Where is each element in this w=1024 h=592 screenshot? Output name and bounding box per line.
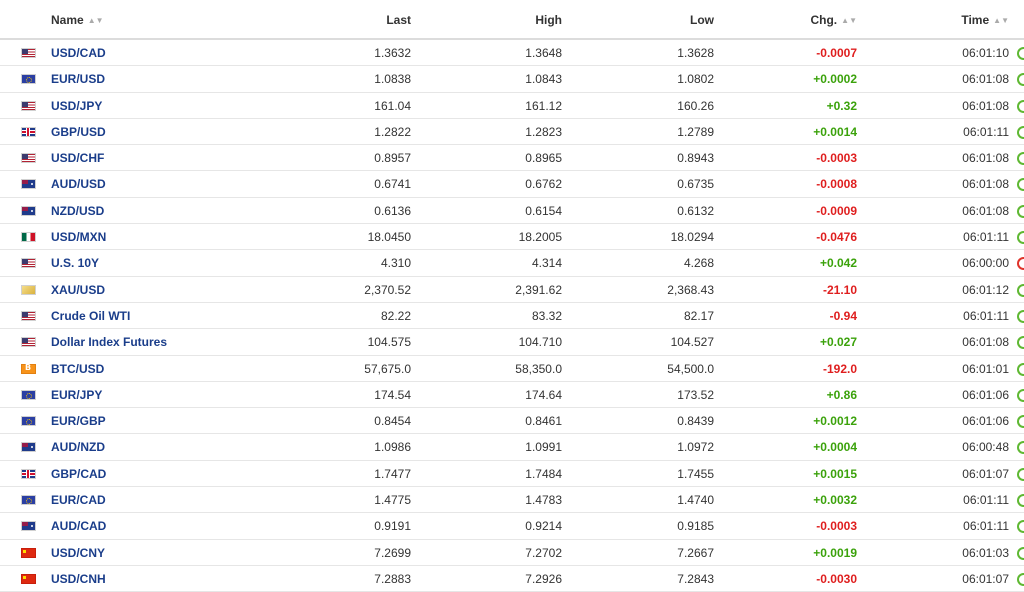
eu-flag-icon [21, 495, 36, 505]
instrument-name-link[interactable]: USD/CNY [51, 545, 106, 560]
table-row[interactable] [0, 119, 1024, 145]
table-row[interactable] [0, 461, 1024, 487]
change-value: +0.0012 [813, 414, 857, 429]
instrument-name-link[interactable]: USD/JPY [51, 98, 103, 113]
us-flag-icon [21, 101, 36, 111]
update-time: 06:01:10 [962, 46, 1009, 60]
change-value: -0.0009 [816, 203, 857, 218]
update-time: 06:01:07 [962, 466, 1009, 481]
low-price: 1.3628 [677, 46, 714, 60]
last-price: 1.4775 [374, 493, 411, 508]
col-chg-header[interactable]: Chg. ▲▼ [810, 13, 857, 27]
high-price: 1.4783 [525, 493, 562, 508]
eu-flag-icon [21, 416, 36, 426]
instrument-name-link[interactable]: BTC/USD [51, 361, 105, 376]
update-time: 06:01:08 [962, 203, 1009, 218]
us-flag-icon [21, 153, 36, 163]
update-time: 06:01:08 [962, 72, 1009, 87]
cn-flag-icon [21, 574, 36, 584]
market-status-clock-icon [1017, 310, 1024, 323]
update-time: 06:01:06 [962, 387, 1009, 402]
last-price: 104.575 [367, 335, 411, 350]
eu-flag-icon [21, 390, 36, 400]
col-high-header[interactable]: High [535, 13, 562, 27]
instrument-name-link[interactable]: GBP/USD [51, 124, 106, 139]
table-body [0, 40, 1024, 592]
last-price: 1.2822 [374, 124, 411, 139]
instrument-name-link[interactable]: USD/CAD [51, 46, 106, 60]
table-row[interactable] [0, 40, 1024, 66]
gb-flag-icon [21, 469, 36, 479]
update-time: 06:01:11 [963, 124, 1009, 139]
instrument-name-link[interactable]: USD/CHF [51, 151, 105, 166]
low-price: 160.26 [677, 98, 714, 113]
au-flag-icon [21, 442, 36, 452]
table-row[interactable] [0, 487, 1024, 513]
high-price: 7.2926 [525, 571, 562, 586]
change-value: +0.0002 [813, 72, 857, 87]
market-status-clock-icon [1017, 363, 1024, 376]
last-price: 7.2883 [374, 571, 411, 586]
us-flag-icon [21, 311, 36, 321]
market-status-clock-icon [1017, 231, 1024, 244]
high-price: 161.12 [525, 98, 562, 113]
change-value: +0.0004 [813, 440, 857, 455]
last-price: 82.22 [380, 308, 411, 323]
instrument-name-link[interactable]: Dollar Index Futures [51, 335, 168, 350]
change-value: -0.94 [829, 308, 857, 323]
instrument-name-link[interactable]: USD/MXN [51, 230, 107, 245]
col-time-header[interactable]: Time ▲▼ [961, 13, 1009, 27]
sort-icon[interactable]: ▲▼ [841, 16, 857, 25]
update-time: 06:01:11 [963, 519, 1009, 534]
table-row[interactable] [0, 434, 1024, 460]
market-status-clock-icon [1017, 257, 1024, 270]
update-time: 06:01:07 [962, 571, 1009, 586]
update-time: 06:01:08 [962, 177, 1009, 192]
market-status-clock-icon [1017, 547, 1024, 560]
change-value: -0.0003 [816, 151, 857, 166]
high-price: 0.6762 [525, 177, 562, 192]
table-row[interactable] [0, 540, 1024, 566]
table-row[interactable] [0, 303, 1024, 329]
update-time: 06:00:00 [962, 256, 1009, 271]
sort-icon[interactable]: ▲▼ [993, 16, 1009, 25]
market-status-clock-icon [1017, 205, 1024, 218]
last-price: 1.3632 [374, 46, 411, 60]
market-status-clock-icon [1017, 73, 1024, 86]
table-row[interactable] [0, 382, 1024, 408]
high-price: 1.0991 [525, 440, 562, 455]
change-value: -0.0476 [816, 230, 857, 245]
high-price: 1.0843 [525, 72, 562, 87]
low-price: 4.268 [683, 256, 714, 271]
low-price: 18.0294 [670, 230, 714, 245]
low-price: 1.7455 [677, 466, 714, 481]
last-price: 2,370.52 [364, 282, 411, 297]
au-flag-icon [21, 521, 36, 531]
instrument-name-link[interactable]: AUD/USD [51, 177, 106, 192]
instrument-name-link[interactable]: NZD/USD [51, 203, 105, 218]
high-price: 0.9214 [525, 519, 562, 534]
update-time: 06:01:12 [962, 282, 1009, 297]
high-price: 58,350.0 [515, 361, 562, 376]
update-time: 06:01:08 [962, 151, 1009, 166]
last-price: 57,675.0 [364, 361, 411, 376]
instrument-name-link[interactable]: XAU/USD [51, 282, 106, 297]
low-price: 54,500.0 [667, 361, 714, 376]
eu-flag-icon [21, 74, 36, 84]
low-price: 0.8943 [677, 151, 714, 166]
change-value: -21.10 [822, 282, 857, 297]
instrument-name-link[interactable]: EUR/USD [51, 72, 106, 87]
instrument-name-link[interactable]: EUR/GBP [51, 414, 106, 429]
update-time: 06:00:48 [962, 440, 1009, 455]
instrument-name-link[interactable]: Crude Oil WTI [51, 308, 131, 323]
high-price: 1.3648 [525, 46, 562, 60]
change-value: -0.0007 [816, 46, 857, 60]
change-value: -0.0008 [816, 177, 857, 192]
high-price: 2,391.62 [515, 282, 562, 297]
table-row[interactable] [0, 198, 1024, 224]
high-price: 1.7484 [525, 466, 562, 481]
low-price: 0.6735 [677, 177, 714, 192]
table-row[interactable] [0, 408, 1024, 434]
update-time: 06:01:11 [963, 230, 1009, 245]
us-flag-icon [21, 337, 36, 347]
sort-icon[interactable]: ▲▼ [87, 16, 104, 25]
instrument-name-link[interactable]: EUR/CAD [51, 493, 106, 508]
low-price: 1.4740 [677, 493, 714, 508]
change-value: +0.0032 [813, 493, 857, 508]
table-row[interactable] [0, 224, 1024, 250]
cn-flag-icon [21, 548, 36, 558]
change-value: +0.042 [819, 256, 857, 271]
market-status-clock-icon [1017, 441, 1024, 454]
change-value: +0.86 [826, 387, 857, 402]
low-price: 0.9185 [677, 519, 714, 534]
last-price: 0.6136 [374, 203, 411, 218]
low-price: 0.6132 [677, 203, 714, 218]
high-price: 7.2702 [525, 545, 562, 560]
update-time: 06:01:08 [962, 98, 1009, 113]
instrument-name-link[interactable]: AUD/NZD [51, 440, 105, 455]
last-price: 1.0986 [374, 440, 411, 455]
update-time: 06:01:11 [963, 493, 1009, 508]
low-price: 1.0802 [677, 72, 714, 87]
last-price: 18.0450 [367, 230, 411, 245]
market-status-clock-icon [1017, 100, 1024, 113]
change-value: -192.0 [822, 361, 857, 376]
last-price: 161.04 [374, 98, 411, 113]
market-status-clock-icon [1017, 178, 1024, 191]
table-row[interactable] [0, 171, 1024, 197]
us-flag-icon [21, 258, 36, 268]
instrument-name-link[interactable]: AUD/CAD [51, 519, 107, 534]
update-time: 06:01:11 [963, 308, 1009, 323]
market-status-clock-icon [1017, 336, 1024, 349]
change-value: -0.0003 [816, 519, 857, 534]
market-status-clock-icon [1017, 152, 1024, 165]
low-price: 1.2789 [677, 124, 714, 139]
mx-flag-icon [21, 232, 36, 242]
update-time: 06:01:01 [962, 361, 1009, 376]
au-flag-icon [21, 179, 36, 189]
update-time: 06:01:06 [962, 414, 1009, 429]
market-status-clock-icon [1017, 415, 1024, 428]
last-price: 174.54 [374, 387, 411, 402]
high-price: 0.6154 [525, 203, 562, 218]
low-price: 173.52 [677, 387, 714, 402]
last-price: 0.8957 [374, 151, 411, 166]
instrument-name-link[interactable]: GBP/CAD [51, 466, 107, 481]
instrument-name-link[interactable]: U.S. 10Y [51, 256, 100, 271]
table-row[interactable] [0, 93, 1024, 119]
change-value: +0.027 [819, 335, 857, 350]
low-price: 7.2667 [677, 545, 714, 560]
table-row[interactable] [0, 277, 1024, 303]
market-status-clock-icon [1017, 520, 1024, 533]
update-time: 06:01:03 [962, 545, 1009, 560]
table-row[interactable] [0, 356, 1024, 382]
col-name-header[interactable]: Name ▲▼ [51, 13, 104, 27]
last-price: 0.8454 [374, 414, 411, 429]
market-status-clock-icon [1017, 389, 1024, 402]
last-price: 4.310 [380, 256, 411, 271]
change-value: +0.0014 [813, 124, 857, 139]
high-price: 4.314 [531, 256, 562, 271]
last-price: 0.9191 [374, 519, 411, 534]
low-price: 1.0972 [677, 440, 714, 455]
change-value: -0.0030 [816, 571, 857, 586]
update-time: 06:01:08 [962, 335, 1009, 350]
gold-flag-icon [21, 285, 36, 295]
high-price: 104.710 [518, 335, 562, 350]
high-price: 1.2823 [525, 124, 562, 139]
table-row[interactable] [0, 66, 1024, 92]
table-header [0, 0, 1024, 40]
low-price: 104.527 [670, 335, 714, 350]
market-status-clock-icon [1017, 468, 1024, 481]
last-price: 1.7477 [374, 466, 411, 481]
btc-flag-icon [21, 364, 36, 374]
last-price: 0.6741 [374, 177, 411, 192]
change-value: +0.32 [826, 98, 857, 113]
low-price: 82.17 [683, 308, 714, 323]
high-price: 0.8461 [525, 414, 562, 429]
us-flag-icon [21, 48, 36, 58]
gb-flag-icon [21, 127, 36, 137]
high-price: 18.2005 [518, 230, 562, 245]
table-row[interactable] [0, 250, 1024, 276]
low-price: 0.8439 [677, 414, 714, 429]
market-status-clock-icon [1017, 126, 1024, 139]
high-price: 0.8965 [525, 151, 562, 166]
last-price: 1.0838 [374, 72, 411, 87]
market-status-clock-icon [1017, 573, 1024, 586]
au-flag-icon [21, 206, 36, 216]
instrument-name-link[interactable]: EUR/JPY [51, 387, 103, 402]
high-price: 83.32 [531, 308, 562, 323]
low-price: 7.2843 [677, 571, 714, 586]
market-status-clock-icon [1017, 284, 1024, 297]
last-price: 7.2699 [374, 545, 411, 560]
market-status-clock-icon [1017, 47, 1024, 60]
instrument-name-link[interactable]: USD/CNH [51, 571, 106, 586]
change-value: +0.0019 [813, 545, 857, 560]
high-price: 174.64 [525, 387, 562, 402]
change-value: +0.0015 [813, 466, 857, 481]
col-low-header[interactable]: Low [690, 13, 714, 27]
table-row[interactable] [0, 145, 1024, 171]
table-row[interactable] [0, 513, 1024, 539]
table-row[interactable] [0, 329, 1024, 355]
table-row[interactable] [0, 566, 1024, 592]
low-price: 2,368.43 [667, 282, 714, 297]
market-status-clock-icon [1017, 494, 1024, 507]
col-last-header[interactable]: Last [386, 13, 411, 27]
